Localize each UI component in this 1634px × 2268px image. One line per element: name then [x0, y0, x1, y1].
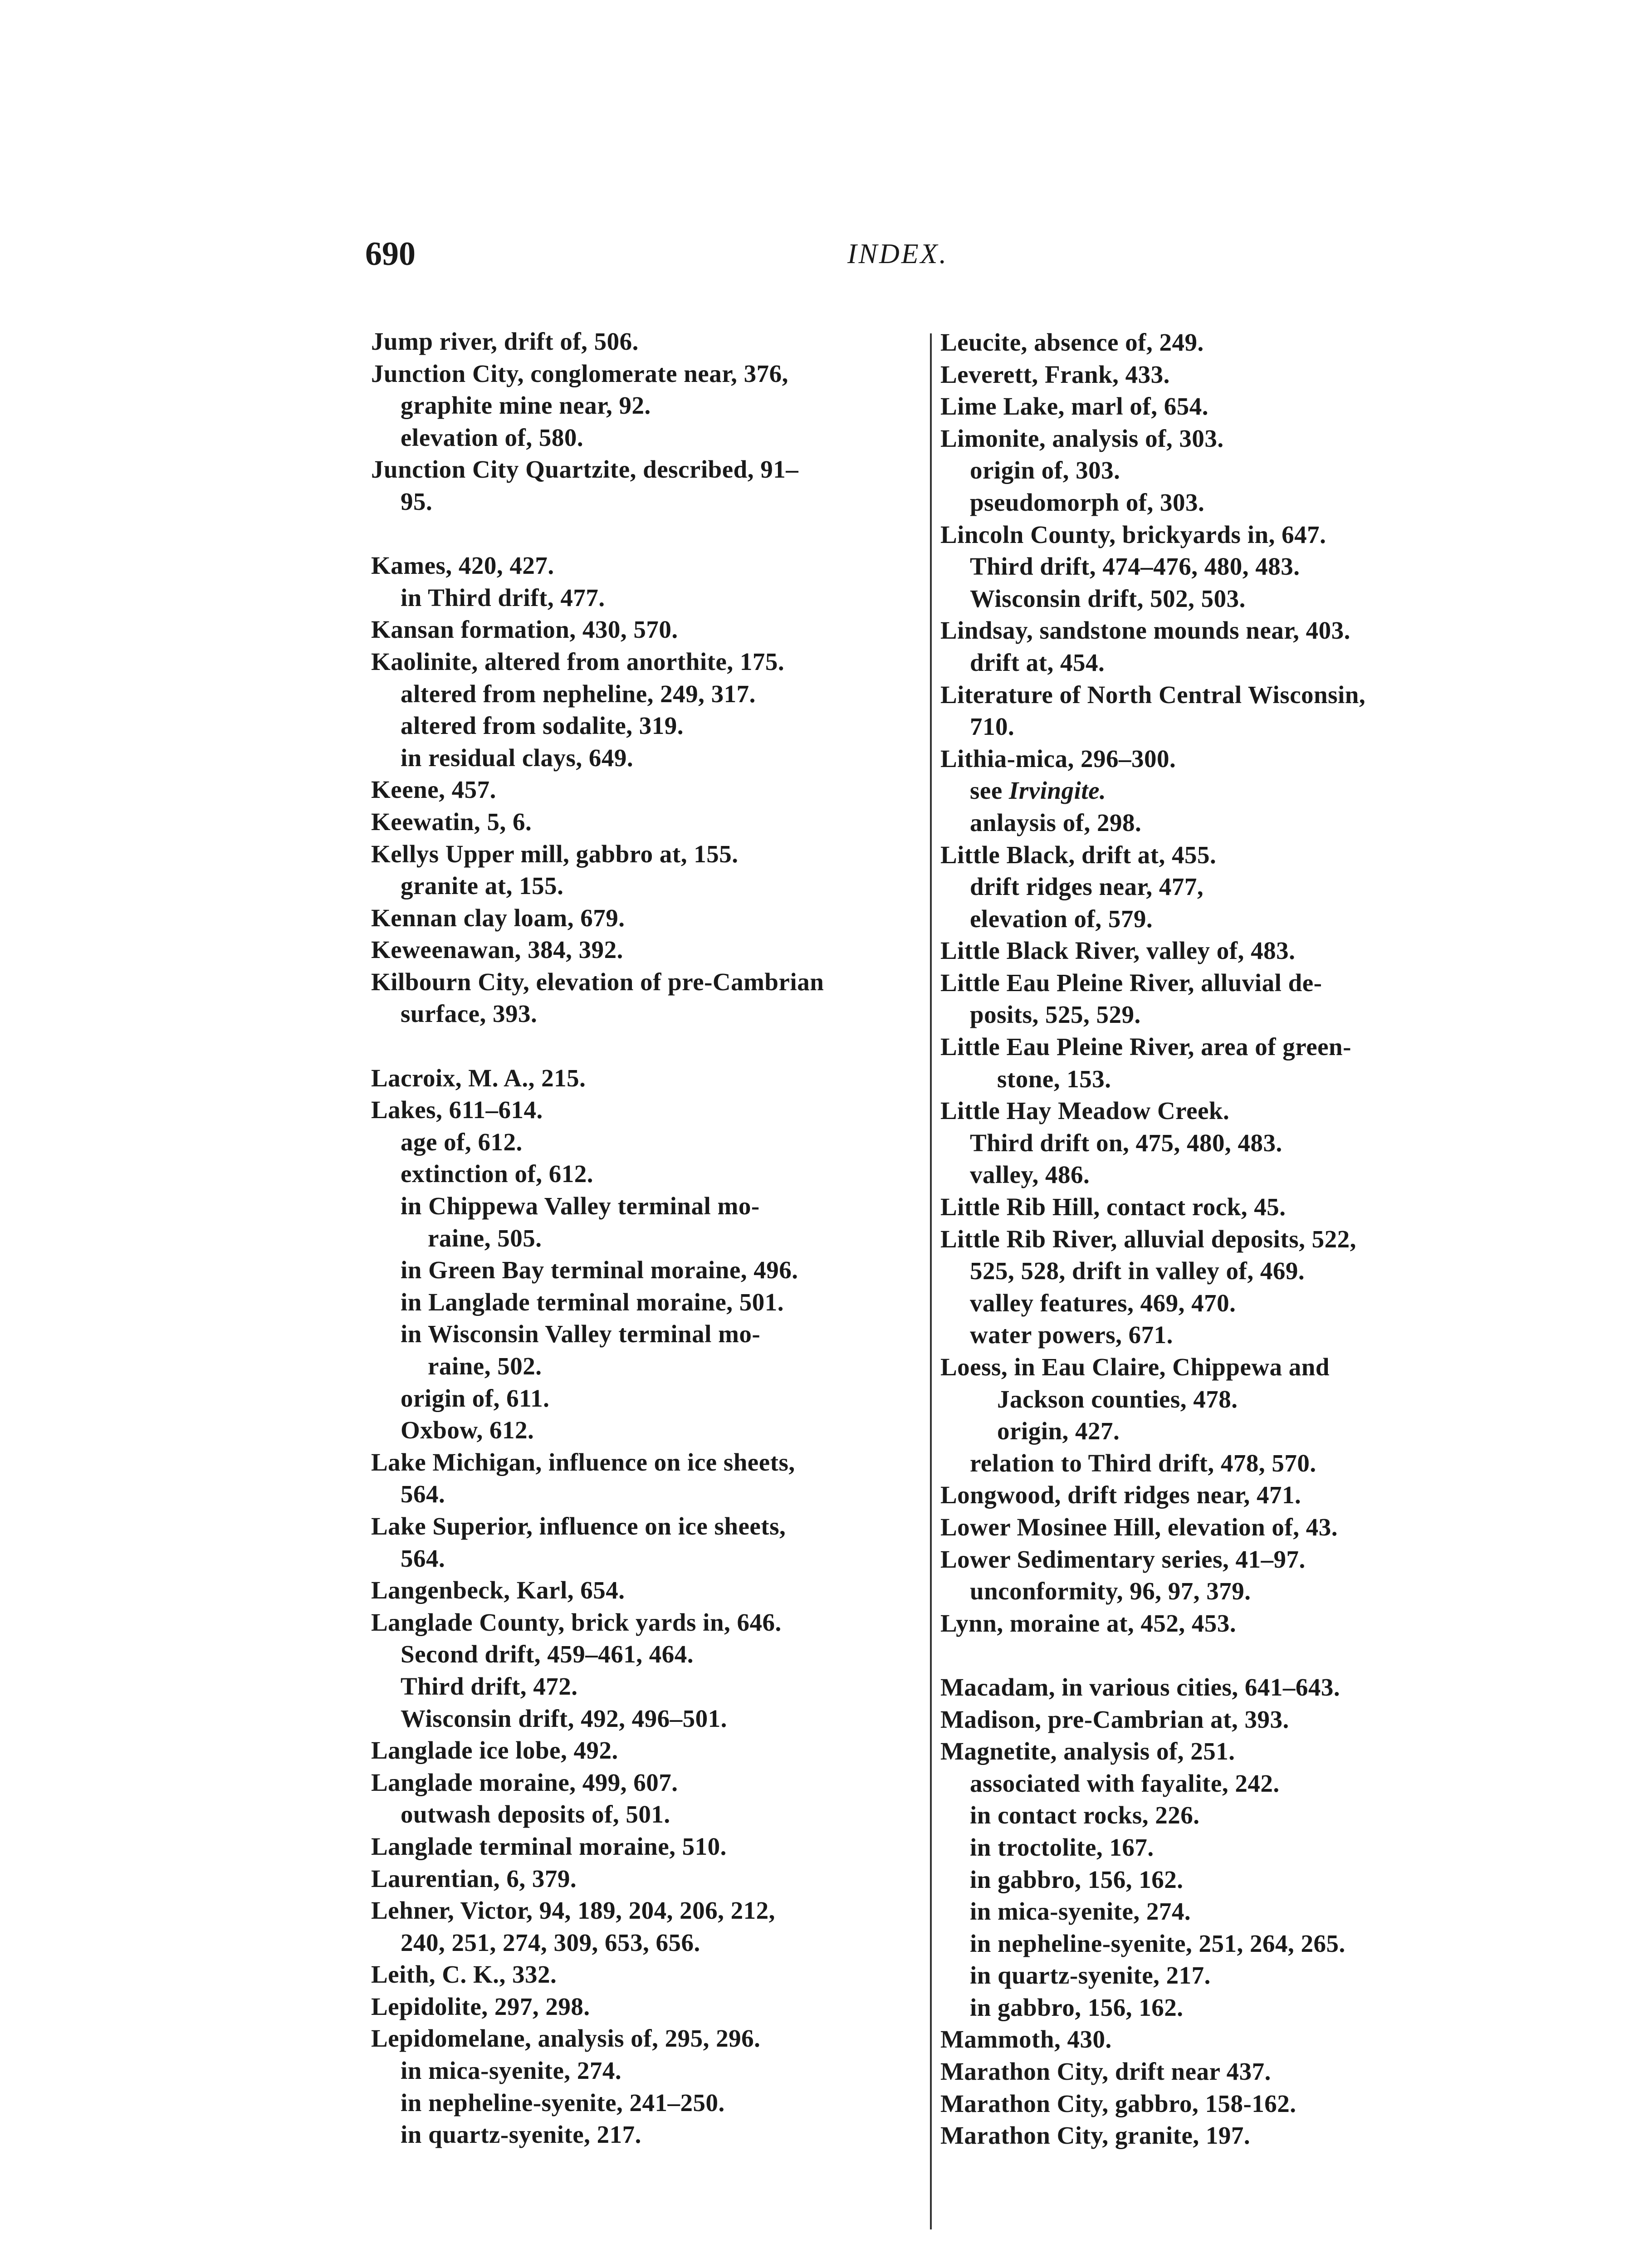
- index-subentry: 564.: [401, 1480, 445, 1508]
- index-entry: Lake Michigan, influence on ice sheets,: [371, 1448, 795, 1476]
- index-entry: Leucite, absence of, 249.: [940, 328, 1204, 356]
- index-entry: Laurentian, 6, 379.: [371, 1864, 577, 1892]
- index-subentry: surface, 393.: [401, 1000, 538, 1028]
- index-entry: Lindsay, sandstone mounds near, 403.: [940, 616, 1350, 645]
- index-subentry: in gabbro, 156, 162.: [970, 1865, 1184, 1893]
- index-subentry: elevation of, 579.: [970, 904, 1153, 933]
- index-subentry: Third drift, 472.: [401, 1672, 578, 1700]
- index-column-right: [940, 327, 1512, 2152]
- index-entry: Lacroix, M. A., 215.: [371, 1064, 586, 1092]
- index-entry: Macadam, in various cities, 641–643.: [940, 1673, 1340, 1701]
- index-subentry: water powers, 671.: [970, 1321, 1173, 1349]
- index-entry: Junction City, conglomerate near, 376,: [371, 359, 788, 387]
- index-entry: Lime Lake, marl of, 654.: [940, 392, 1208, 420]
- index-entry: Lynn, moraine at, 452, 453.: [940, 1609, 1237, 1637]
- index-subentry: altered from sodalite, 319.: [401, 712, 684, 740]
- index-entry: Lower Mosinee Hill, elevation of, 43.: [940, 1513, 1338, 1541]
- index-subentry: graphite mine near, 92.: [401, 391, 651, 420]
- index-subentry: 240, 251, 274, 309, 653, 656.: [401, 1928, 700, 1956]
- index-subentry: Wisconsin drift, 502, 503.: [970, 584, 1246, 612]
- index-subentry: in Langlade terminal moraine, 501.: [401, 1288, 784, 1316]
- index-entry: Lepidolite, 297, 298.: [371, 1992, 590, 2020]
- index-entry: Keene, 457.: [371, 776, 496, 804]
- index-entry: Little Eau Pleine River, area of green-: [940, 1033, 1351, 1061]
- index-entry: Lincoln County, brickyards in, 647.: [940, 520, 1326, 548]
- index-entry: Langlade terminal moraine, 510.: [371, 1832, 727, 1860]
- index-subentry: outwash deposits of, 501.: [401, 1800, 670, 1828]
- page-number: 690: [365, 235, 416, 273]
- index-entry: Junction City Quartzite, described, 91–: [371, 455, 799, 484]
- index-subentry: Oxbow, 612.: [401, 1416, 534, 1444]
- index-subentry: pseudomorph of, 303.: [970, 488, 1205, 516]
- index-subentry: in residual clays, 649.: [401, 743, 634, 772]
- index-subentry: Jackson counties, 478.: [997, 1385, 1238, 1413]
- index-entry: Little Black, drift at, 455.: [940, 841, 1217, 869]
- index-subentry: in quartz-syenite, 217.: [401, 2121, 641, 2149]
- index-entry: Lepidomelane, analysis of, 295, 296.: [371, 2024, 761, 2053]
- cross-reference: Irvingite.: [1008, 777, 1106, 805]
- index-subentry: in mica-syenite, 274.: [401, 2057, 622, 2085]
- blank-line: [371, 518, 925, 550]
- index-subentry: in gabbro, 156, 162.: [970, 1993, 1184, 2021]
- index-entry: Leverett, Frank, 433.: [940, 360, 1170, 388]
- index-entry: Little Rib Hill, contact rock, 45.: [940, 1193, 1286, 1221]
- index-entry: Little Hay Meadow Creek.: [940, 1097, 1230, 1125]
- index-subentry: origin, 427.: [997, 1417, 1120, 1445]
- index-subentry: Third drift on, 475, 480, 483.: [970, 1129, 1282, 1157]
- index-subentry: 95.: [401, 487, 433, 515]
- index-subentry: Second drift, 459–461, 464.: [401, 1640, 694, 1668]
- index-entry: Lithia-mica, 296–300.: [940, 744, 1176, 772]
- index-subentry: in Wisconsin Valley terminal mo-: [401, 1320, 761, 1348]
- blank-line: [371, 1030, 925, 1062]
- index-entry: Keewatin, 5, 6.: [371, 807, 532, 836]
- index-entry: Loess, in Eau Claire, Chippewa and: [940, 1353, 1330, 1381]
- index-subentry: origin of, 611.: [401, 1384, 550, 1412]
- index-entry: Limonite, analysis of, 303.: [940, 424, 1224, 452]
- index-subentry: elevation of, 580.: [401, 423, 584, 451]
- index-subentry: in nepheline-syenite, 251, 264, 265.: [970, 1929, 1345, 1957]
- index-subentry: in Third drift, 477.: [401, 583, 605, 611]
- index-entry: Keweenawan, 384, 392.: [371, 936, 623, 964]
- index-subentry: in Chippewa Valley terminal mo-: [401, 1192, 760, 1220]
- index-subentry: relation to Third drift, 478, 570.: [970, 1449, 1316, 1477]
- index-subentry: 525, 528, drift in valley of, 469.: [970, 1257, 1305, 1285]
- index-entry: Jump river, drift of, 506.: [371, 327, 639, 355]
- index-subentry: granite at, 155.: [401, 872, 564, 900]
- index-subentry: altered from nepheline, 249, 317.: [401, 679, 756, 708]
- index-subentry: raine, 502.: [428, 1352, 542, 1380]
- index-subentry: raine, 505.: [428, 1224, 542, 1252]
- index-subentry: origin of, 303.: [970, 456, 1120, 484]
- index-entry: Mammoth, 430.: [940, 2025, 1112, 2053]
- index-entry: Langlade ice lobe, 492.: [371, 1736, 618, 1765]
- index-entry: Langenbeck, Karl, 654.: [371, 1576, 625, 1604]
- index-entry: Literature of North Central Wisconsin,: [940, 680, 1366, 709]
- index-entry: Marathon City, granite, 197.: [940, 2121, 1251, 2150]
- index-entry: Kellys Upper mill, gabbro at, 155.: [371, 840, 739, 868]
- index-subentry: drift at, 454.: [970, 648, 1105, 676]
- index-subentry: 564.: [401, 1544, 445, 1572]
- index-subentry: in contact rocks, 226.: [970, 1801, 1200, 1829]
- index-subentry: 710.: [970, 713, 1015, 741]
- column-divider: [930, 333, 932, 2229]
- index-subentry: anlaysis of, 298.: [970, 808, 1142, 836]
- index-entry: Marathon City, drift near 437.: [940, 2058, 1271, 2086]
- index-subentry: valley, 486.: [970, 1161, 1090, 1189]
- index-entry: Langlade County, brick yards in, 646.: [371, 1608, 782, 1636]
- index-subentry: in troctolite, 167.: [970, 1833, 1154, 1861]
- running-head: INDEX.: [847, 239, 949, 269]
- index-subentry: unconformity, 96, 97, 379.: [970, 1577, 1251, 1605]
- index-subentry: in nepheline-syenite, 241–250.: [401, 2088, 725, 2116]
- index-subentry: in Green Bay terminal moraine, 496.: [401, 1256, 798, 1284]
- index-entry: Lakes, 611–614.: [371, 1096, 543, 1124]
- index-subentry: Wisconsin drift, 492, 496–501.: [401, 1704, 727, 1732]
- index-entry: Lake Superior, influence on ice sheets,: [371, 1512, 786, 1540]
- index-entry: Kansan formation, 430, 570.: [371, 616, 678, 644]
- index-subentry: associated with fayalite, 242.: [970, 1769, 1280, 1797]
- blank-line: [940, 1639, 1512, 1672]
- index-entry: Little Eau Pleine River, alluvial de-: [940, 968, 1322, 997]
- index-subentry: extinction of, 612.: [401, 1160, 594, 1188]
- index-entry: Lehner, Victor, 94, 189, 204, 206, 212,: [371, 1897, 775, 1925]
- index-column-left: [371, 326, 925, 2151]
- index-entry: Kames, 420, 427.: [371, 552, 554, 580]
- index-subentry: posits, 525, 529.: [970, 1001, 1141, 1029]
- index-subentry: valley features, 469, 470.: [970, 1289, 1236, 1317]
- index-entry: Leith, C. K., 332.: [371, 1960, 557, 1989]
- index-entry: Little Rib River, alluvial deposits, 522,: [940, 1225, 1356, 1253]
- index-entry: Marathon City, gabbro, 158-162.: [940, 2089, 1296, 2117]
- index-subentry: in mica-syenite, 274.: [970, 1897, 1191, 1926]
- index-entry: Madison, pre-Cambrian at, 393.: [940, 1705, 1289, 1733]
- index-entry: Little Black River, valley of, 483.: [940, 937, 1296, 965]
- index-subentry: stone, 153.: [997, 1065, 1111, 1093]
- index-entry: Magnetite, analysis of, 251.: [940, 1737, 1235, 1765]
- index-subentry: see Irvingite.: [970, 777, 1106, 805]
- index-entry: Longwood, drift ridges near, 471.: [940, 1481, 1301, 1509]
- index-entry: Kilbourn City, elevation of pre-Cambrian: [371, 968, 824, 996]
- index-subentry: drift ridges near, 477,: [970, 873, 1204, 901]
- index-entry: Kennan clay loam, 679.: [371, 904, 625, 932]
- index-subentry: Third drift, 474–476, 480, 483.: [970, 552, 1300, 581]
- index-entry: Kaolinite, altered from anorthite, 175.: [371, 647, 785, 675]
- index-subentry: age of, 612.: [401, 1128, 523, 1156]
- index-subentry: in quartz-syenite, 217.: [970, 1961, 1211, 1989]
- index-entry: Lower Sedimentary series, 41–97.: [940, 1545, 1306, 1573]
- index-entry: Langlade moraine, 499, 607.: [371, 1768, 678, 1796]
